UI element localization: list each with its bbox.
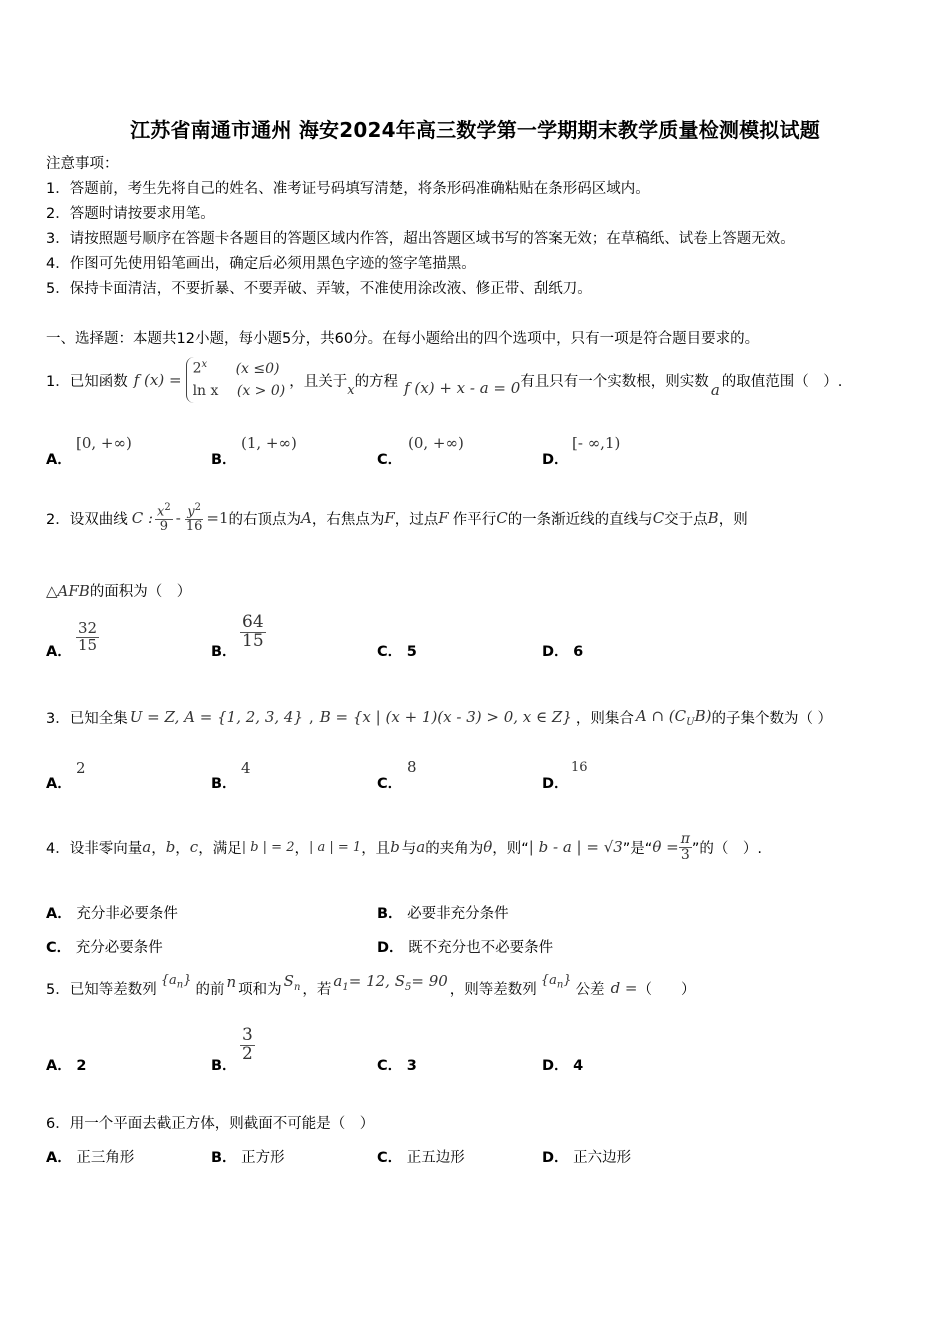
question-2-stem-line2: △AFB的面积为（ ） — [46, 582, 192, 600]
q5-option-c[interactable]: C． 3 — [377, 1058, 417, 1074]
q2-option-b-value: $\frac{64}{15}$ — [242, 612, 264, 651]
question-3-stem: 3．已知全集 U = Z, A = {1, 2, 3, 4} , B = {x | (x + 1)(x - 3) > 0, x ∈ Z} ，则集合 A ∩ $(C_UB)$ 的子集个数为（ ） — [46, 706, 833, 728]
section-heading: 一、选择题：本题共12小题，每小题5分，共60分。在每小题给出的四个选项中，只有一项是符合题目要求的。 — [46, 331, 760, 347]
q1-option-a-value: [0, +∞) — [76, 434, 132, 452]
question-4-stem: 4．设非零向量 a ， b ， c ，满足 | b | = 2 ， | a | = 1 ，且 b 与 a 的夹角为 θ ，则“ | b - a | = √3 ”是“ θ = $\frac{\pi}{3}$ ”的（ ）. — [46, 830, 763, 863]
q3-option-c[interactable]: C． — [377, 776, 403, 792]
q5-option-b[interactable]: B． — [211, 1058, 237, 1074]
q2-option-c[interactable]: C． 5 — [377, 644, 417, 660]
q1-option-b-value: (1, +∞) — [241, 434, 297, 452]
q6-option-c[interactable]: C． 正五边形 — [377, 1150, 465, 1166]
q4-option-a[interactable]: A． 充分非必要条件 — [46, 906, 178, 922]
q2-option-a[interactable]: A． — [46, 644, 72, 660]
q3-option-a[interactable]: A． — [46, 776, 72, 792]
q1-option-c[interactable]: C． — [377, 452, 403, 468]
q5-option-a[interactable]: A． 2 — [46, 1058, 87, 1074]
question-2-stem: 2．设双曲线 C : $\frac{x^2}{9}$ - $\frac{y^2}{16}$ =1 的右顶点为 A ，右焦点为 F ，过点 F 作平行 C 的一条渐近线的直线与 C 交于点 B ，则 — [46, 501, 748, 534]
q1-option-b[interactable]: B． — [211, 452, 237, 468]
page-title: 江苏省南通市通州 海安2024年高三数学第一学期期末教学质量检测模拟试题 — [130, 118, 820, 142]
q2-option-d[interactable]: D． 6 — [542, 644, 584, 660]
q3-option-c-value: 8 — [407, 758, 417, 776]
q4-option-b[interactable]: B． 必要非充分条件 — [377, 906, 509, 922]
q2-option-a-value: $\frac{32}{15}$ — [78, 619, 98, 654]
note-item: 4．作图可先使用铅笔画出，确定后必须用黑色字迹的签字笔描黑。 — [46, 256, 476, 272]
question-1-stem: 1．已知函数 f (x) = $2^x$ (x ≤0) ln x (x > 0) ，且关于 x 的方程 f (x) + x - a = 0 有且只有一个实数根，则实数 a 的取值范围（ ）. — [46, 352, 842, 408]
q6-option-a[interactable]: A． 正三角形 — [46, 1150, 135, 1166]
q4-option-c[interactable]: C． 充分必要条件 — [46, 940, 163, 956]
q3-option-d[interactable]: D． — [542, 776, 569, 792]
question-5-stem: 5．已知等差数列 $\{a_n\}$ 的前 n 项和为 $S_n$ ，若 $a_1= 12$, $S_5= 90$ ，则等差数列 $\{a_n\}$ 公差 d = （ ） — [46, 971, 696, 998]
q5-option-d[interactable]: D． 4 — [542, 1058, 584, 1074]
question-6-stem: 6．用一个平面去截正方体，则截面不可能是（ ） — [46, 1116, 375, 1132]
note-item: 5．保持卡面清洁，不要折暴、不要弄破、弄皱，不准使用涂改液、修正带、刮纸刀。 — [46, 281, 592, 297]
q5-option-b-value: $\frac{3}{2}$ — [242, 1025, 253, 1064]
q4-option-d[interactable]: D． 既不充分也不必要条件 — [377, 940, 554, 956]
q1-option-d-value: [- ∞,1) — [572, 434, 621, 452]
note-item: 2．答题时请按要求用笔。 — [46, 206, 215, 222]
notes-heading: 注意事项： — [46, 156, 119, 172]
q3-option-d-value: 16 — [571, 760, 588, 775]
q3-option-b-value: 4 — [241, 759, 251, 777]
note-item: 3．请按照题号顺序在答题卡各题目的答题区域内作答，超出答题区域书写的答案无效；在草稿纸、试卷上答题无效。 — [46, 231, 795, 247]
q2-option-b[interactable]: B． — [211, 644, 237, 660]
q6-option-d[interactable]: D． 正六边形 — [542, 1150, 632, 1166]
piecewise-function: 2$^x$ (x ≤0) ln x (x > 0) — [186, 357, 286, 402]
q3-option-a-value: 2 — [76, 759, 86, 777]
note-item: 1．答题前，考生先将自己的姓名、准考证号码填写清楚，将条形码准确粘贴在条形码区域内。 — [46, 181, 650, 197]
q1-option-c-value: (0, +∞) — [408, 434, 464, 452]
q3-option-b[interactable]: B． — [211, 776, 237, 792]
q1-option-a[interactable]: A． — [46, 452, 72, 468]
q6-option-b[interactable]: B． 正方形 — [211, 1150, 285, 1166]
q1-option-d[interactable]: D． — [542, 452, 569, 468]
